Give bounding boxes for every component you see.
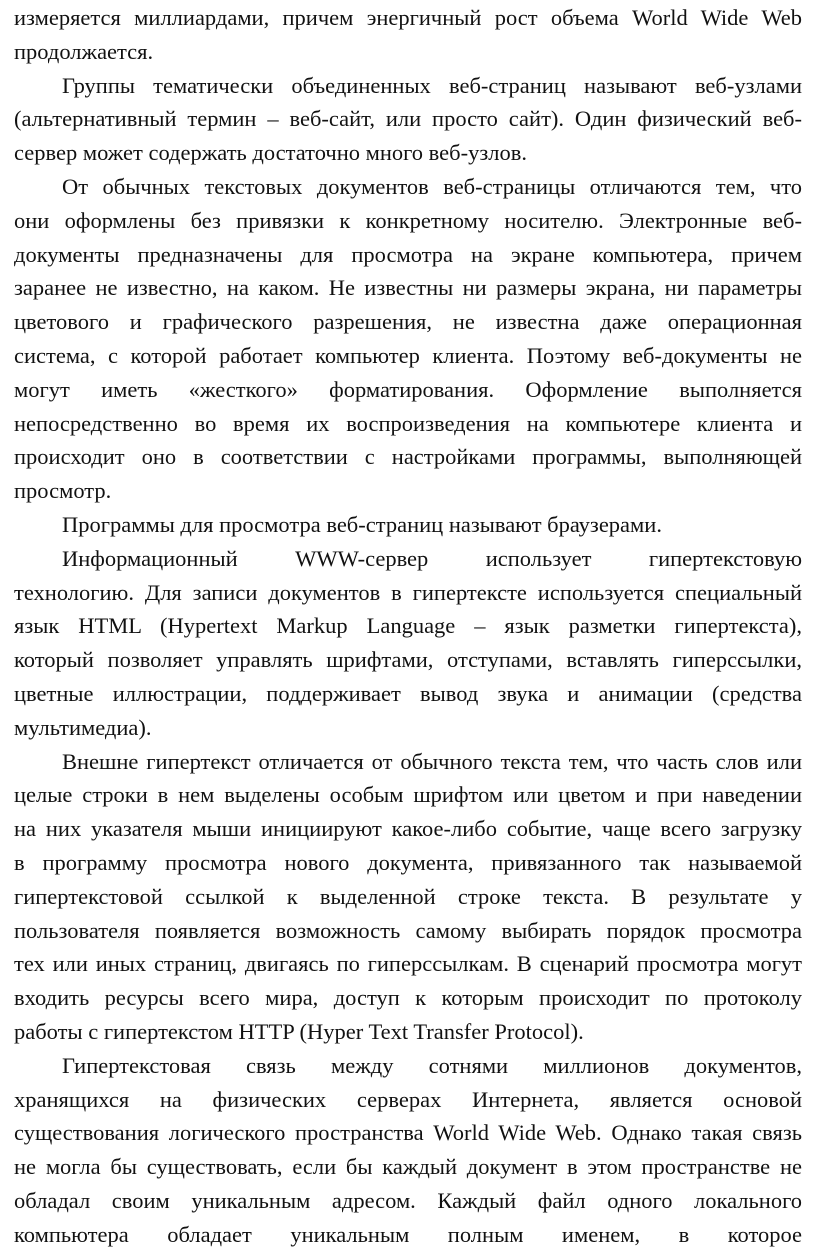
text-line: система, с которой работает компьютер клиента. Поэтому веб-документы не xyxy=(14,342,802,368)
text-line: входить ресурсы всего мира, доступ к которым происходит по протоколу xyxy=(14,985,802,1011)
text-line: продолжается. xyxy=(14,38,154,64)
text-line: обладал своим уникальным адресом. Каждый файл одного локального xyxy=(14,1187,802,1213)
text-line: существования логического пространства World Wide Web. Однако такая связь xyxy=(14,1120,802,1146)
text-line: работы с гипертекстом HTTP (Hyper Text Transfer Protocol). xyxy=(14,1018,584,1044)
text-line: цветового и графического разрешения, не известна даже операционная xyxy=(14,309,802,335)
text-line: Информационный WWW-сервер использует гипертекстовую xyxy=(62,545,802,571)
text-line: тех или иных страниц, двигаясь по гиперссылкам. В сценарий просмотра могут xyxy=(14,951,802,977)
text-line: сервер может содержать достаточно много веб-узлов. xyxy=(14,140,527,166)
text-line: целые строки в нем выделены особым шрифтом или цветом и при наведении xyxy=(14,782,802,808)
text-line: который позволяет управлять шрифтами, отступами, вставлять гиперссылки, xyxy=(14,647,802,673)
text-line: хранящихся на физических серверах Интернета, является основой xyxy=(14,1086,802,1112)
text-line: компьютера обладает уникальным полным именем, в которое xyxy=(14,1221,802,1247)
paragraph xyxy=(14,1049,802,1251)
text-line: технологию. Для записи документов в гипертексте используется специальный xyxy=(14,579,802,605)
text-line: могут иметь «жесткого» форматирования. Оформление выполняется xyxy=(14,376,802,402)
text-line: мультимедиа). xyxy=(14,714,152,740)
text-line: в программу просмотра нового документа, привязанного так называемой xyxy=(14,849,802,875)
text-line: на них указателя мыши инициируют какое-либо событие, чаще всего загрузку xyxy=(14,816,802,842)
text-line: Программы для просмотра веб-страниц называют браузерами. xyxy=(62,511,662,537)
paragraph xyxy=(14,1,802,69)
text-line: цветные иллюстрации, поддерживает вывод звука и анимации (средства xyxy=(14,680,802,706)
paragraph xyxy=(14,508,802,542)
text-line: язык HTML (Hypertext Markup Language – язык разметки гипертекста), xyxy=(14,613,802,639)
paragraph xyxy=(14,542,802,745)
text-line: непосредственно во время их воспроизведения на компьютере клиента и xyxy=(14,410,802,436)
text-line: (альтернативный термин – веб-сайт, или просто сайт). Один физический веб- xyxy=(14,106,802,132)
paragraph xyxy=(14,170,802,508)
text-line: заранее не известно, на каком. Не известны ни размеры экрана, ни параметры xyxy=(14,275,802,301)
text-line: Группы тематически объединенных веб-страниц называют веб-узлами xyxy=(62,72,802,98)
text-line: они оформлены без привязки к конкретному носителю. Электронные веб- xyxy=(14,207,802,233)
text-line: просмотр. xyxy=(14,478,112,504)
text-line: Внешне гипертекст отличается от обычного текста тем, что часть слов или xyxy=(62,748,802,774)
text-line: пользователя появляется возможность самому выбирать порядок просмотра xyxy=(14,917,802,943)
text-line: От обычных текстовых документов веб-страницы отличаются тем, что xyxy=(62,173,802,199)
text-line: гипертекстовой ссылкой к выделенной строке текста. В результате у xyxy=(14,883,802,909)
text-line: документы предназначены для просмотра на экране компьютера, причем xyxy=(14,241,802,267)
paragraph xyxy=(14,745,802,1049)
document-page xyxy=(14,1,802,1251)
text-line: происходит оно в соответствии с настройками программы, выполняющей xyxy=(14,444,802,470)
text-line: не могла бы существовать, если бы каждый документ в этом пространстве не xyxy=(14,1154,802,1180)
text-line: Гипертекстовая связь между сотнями миллионов документов, xyxy=(62,1052,802,1078)
paragraph xyxy=(14,69,802,170)
text-line: измеряется миллиардами, причем энергичный рост объема World Wide Web xyxy=(14,5,802,30)
